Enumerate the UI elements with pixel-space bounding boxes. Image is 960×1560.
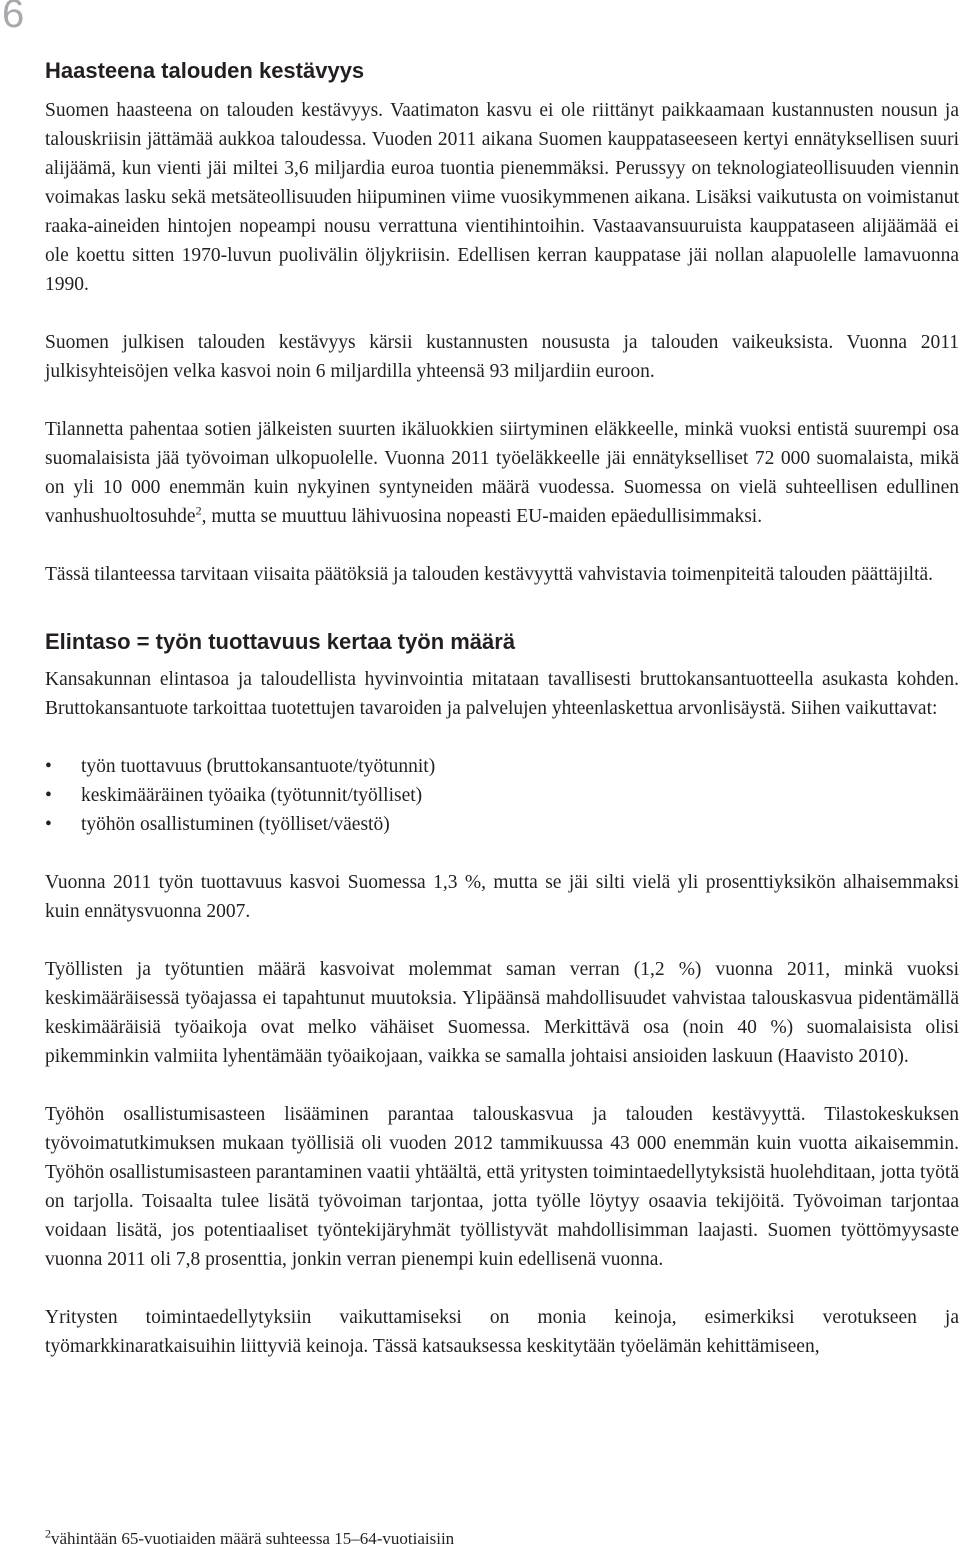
list-item	[45, 810, 959, 839]
footnote-mark: 2	[45, 1526, 51, 1541]
page-number: 6	[2, 0, 25, 36]
paragraph: Suomen haasteena on talouden kestävyys. Vaatimaton kasvu ei ole riittänyt paikkaamaan kustannusten nousun ja talouskriisin jättämää aukkoa taloudessa. Vuoden 2011 aikana Suomen kauppataseeseen kertyi ennätyksellisen suuri alijäämä, kun vienti jäi miltei 3,6 miljardia euroa tuontia pienemmäksi. Perussyy on teknologiateollisuuden viennin voimakas lasku sekä metsäteollisuuden hiipuminen viime vuosikymmenen aikana. Lisäksi vaikutusta on voimistanut raaka-aineiden hintojen nopeampi nousu verrattuna vientihintoihin. Vastaavansuuruista kauppataseen alijäämää ei ole koettu sitten 1970-luvun puolivälin öljykriisin. Edellisen kerran kauppatase jäi nollan alapuolelle lamavuonna 1990.	[45, 100, 959, 295]
footnote-reference: 2	[195, 503, 202, 518]
document-body	[45, 58, 959, 1390]
paragraph-text: Tilannetta pahentaa sotien jälkeisten suurten ikäluokkien siirtyminen eläkkeelle, minkä vuoksi entistä suurempi osa suomalaisista jää työvoiman ulkopuolelle. Vuonna 2011 työeläkkeelle jäi ennätykselliset 72 000 suomalaista, mikä on yli 10 000 enemmän kuin nykyinen syntyneiden määrä vuodessa. Suomessa on vielä suhteellisen edullinen vanhushuoltosuhde	[45, 419, 959, 527]
footnote	[45, 1528, 454, 1550]
bullet-list	[45, 752, 959, 839]
paragraph: Tässä tilanteessa tarvitaan viisaita päätöksiä ja talouden kestävyyttä vahvistavia toimenpiteitä talouden päättäjiltä.	[45, 564, 934, 585]
footnote-text: vähintään 65-vuotiaiden määrä suhteessa 15–64-vuotiaisiin	[51, 1529, 455, 1548]
paragraph: Yritysten toimintaedellytyksiin vaikuttamiseksi on monia keinoja, esimerkiksi verotukseen ja työmarkkinaratkaisuihin liittyviä keinoja. Tässä katsauksessa keskitytään työelämän kehittämiseen,	[45, 1307, 959, 1357]
paragraph	[45, 415, 959, 531]
list-item-text: työn tuottavuus (bruttokansantuote/työtunnit)	[81, 756, 436, 777]
bullet-icon: •	[45, 785, 52, 806]
paragraph: Työhön osallistumisasteen lisääminen parantaa talouskasvua ja talouden kestävyyttä. Tilastokeskuksen työvoimatutkimuksen mukaan työllisiä oli vuoden 2012 tammikuussa 43 000 enemmän kuin vuotta aikaisemmin. Työhön osallistumisasteen parantaminen vaatii yhtäältä, että yritysten toimintaedellytyksistä huolehditaan, jotta työtä on tarjolla. Toisaalta tulee lisätä työvoiman tarjontaa, jotta työlle löytyy osaavia tekijöitä. Työvoiman tarjontaa voidaan lisätä, jos potentiaaliset työntekijäryhmät työllistyvät mahdollisimman laajasti. Suomen työttömyysaste vuonna 2011 oli 7,8 prosenttia, jonkin verran pienempi kuin edellisenä vuonna.	[45, 1104, 959, 1270]
heading-elintaso: Elintaso = työn tuottavuus kertaa työn määrä	[45, 629, 516, 654]
list-item-text: keskimääräinen työaika (työtunnit/työlliset)	[81, 785, 423, 806]
list-item	[45, 781, 959, 810]
paragraph: Suomen julkisen talouden kestävyys kärsii kustannusten noususta ja talouden vaikeuksista. Vuonna 2011 julkisyhteisöjen velka kasvoi noin 6 miljardilla yhteensä 93 miljardiin euroon.	[45, 332, 959, 382]
heading-talouden-kestavyys: Haasteena talouden kestävyys	[45, 58, 365, 83]
bullet-icon: •	[45, 756, 52, 777]
list-item	[45, 752, 959, 781]
bullet-icon: •	[45, 814, 52, 835]
paragraph: Vuonna 2011 työn tuottavuus kasvoi Suomessa 1,3 %, mutta se jäi silti vielä yli prosenttiyksikön alhaisemmaksi kuin ennätysvuonna 2007.	[45, 872, 959, 922]
paragraph-text: , mutta se muuttuu lähivuosina nopeasti EU-maiden epäedullisimmaksi.	[201, 506, 763, 527]
list-item-text: työhön osallistuminen (työlliset/väestö)	[81, 814, 390, 835]
paragraph: Kansakunnan elintasoa ja taloudellista hyvinvointia mitataan tavallisesti bruttokansantuotteella asukasta kohden. Bruttokansantuote tarkoittaa tuotettujen tavaroiden ja palvelujen yhteenlaskettua arvonlisäystä. Siihen vaikuttavat:	[45, 669, 959, 719]
paragraph: Työllisten ja työtuntien määrä kasvoivat molemmat saman verran (1,2 %) vuonna 2011, minkä vuoksi keskimääräisessä työajassa ei tapahtunut muutoksia. Ylipäänsä mahdollisuudet vahvistaa talouskasvua pidentämällä keskimääräisiä työaikoja ovat melko vähäiset Suomessa. Merkittävä osa (noin 40 %) suomalaisista olisi pikemminkin valmiita lyhentämään työaikojaan, vaikka se samalla johtaisi ansioiden laskuun (Haavisto 2010).	[45, 959, 959, 1067]
